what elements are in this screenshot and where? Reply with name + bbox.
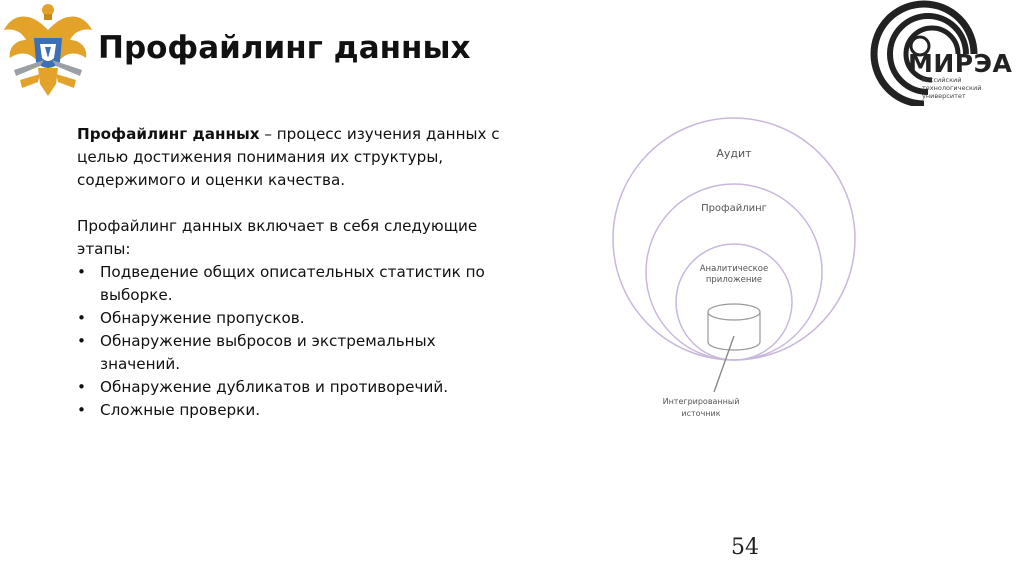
- double-headed-eagle-emblem-icon: [0, 0, 96, 100]
- list-item: • Обнаружение выбросов и экстремальных значений.: [77, 330, 507, 376]
- definition-text: – процесс изучения данных с целью достижения понимания их структуры, содержимого и оценки качества.: [77, 125, 500, 189]
- stages-list: [77, 261, 507, 422]
- profiling-diagram: [600, 110, 880, 440]
- analytic-app-label-line2: приложение: [705, 275, 763, 285]
- intro-paragraph: Профайлинг данных включает в себя следующие этапы:: [77, 217, 478, 258]
- list-item: • Сложные проверки.: [77, 399, 507, 422]
- main-text: [77, 123, 507, 422]
- database-cylinder-icon: [708, 304, 760, 350]
- integrated-source-label-line1: Интегрированный: [662, 397, 740, 406]
- logo-name: МИРЭА: [908, 49, 1013, 78]
- integrated-source-label-line2: источник: [681, 409, 721, 418]
- profiling-label: Профайлинг: [701, 203, 767, 214]
- analytic-app-label-line1: Аналитическое: [699, 264, 769, 274]
- page-number: 54: [731, 535, 759, 560]
- audit-label: Аудит: [716, 147, 752, 160]
- slide-title: Профайлинг данных: [98, 30, 471, 66]
- list-item: • Подведение общих описательных статистик по выборке.: [77, 261, 507, 307]
- list-item: • Обнаружение пропусков.: [77, 307, 507, 330]
- list-item: • Обнаружение дубликатов и противоречий.: [77, 376, 507, 399]
- logo-subtitle: Российский технологический университет: [922, 76, 982, 100]
- definition-term: Профайлинг данных: [77, 125, 260, 143]
- definition-paragraph: [77, 123, 507, 192]
